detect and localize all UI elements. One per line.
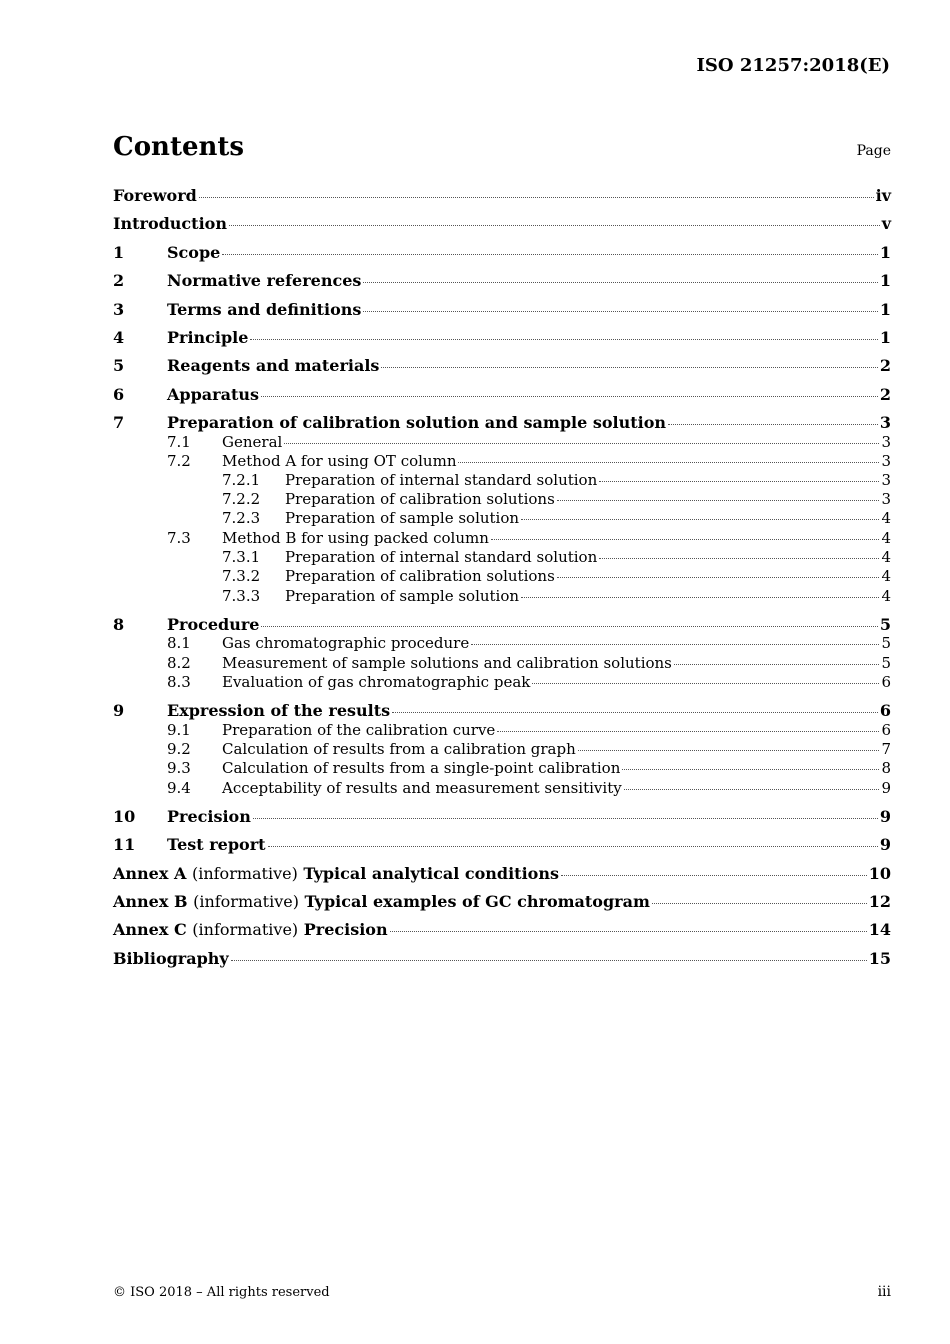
toc-entry-page: 6 [881,673,891,691]
toc-entry[interactable] [113,569,891,584]
dot-leader [521,597,879,598]
page-column-label: Page [856,143,891,159]
toc-entry-title: Preparation of internal standard solution [285,548,598,566]
annex-title: Typical examples of GC chromatogram [304,892,650,911]
dot-leader [599,481,879,482]
dot-leader [652,903,867,904]
toc-entry-page: 9 [879,807,891,826]
toc-entry-number: 7.2.2 [222,490,261,508]
toc-entry[interactable] [113,531,891,546]
toc-entry-page: 10 [868,864,891,883]
toc-entry-page: 1 [879,271,891,290]
toc-entry-page: 3 [881,471,891,489]
toc-entry[interactable] [113,723,891,738]
toc-entry[interactable] [113,781,891,796]
annex-type: (informative) [193,892,299,911]
toc-entry[interactable] [113,951,891,967]
dot-leader [229,225,880,226]
toc-entry-page: v [881,214,891,233]
annex-label: Annex B [113,892,188,911]
dot-leader [578,750,880,751]
footer-copyright: © ISO 2018 – All rights reserved [113,1285,330,1300]
toc-entry-page: 3 [879,413,891,432]
annex-type: (informative) [192,920,299,939]
toc-entry-title: Terms and definitions [167,300,362,319]
dot-leader [392,712,878,713]
dot-leader [521,519,879,520]
toc-entry-number: 8.3 [167,673,191,691]
toc-entry-number: 1 [113,243,125,262]
toc-entry-title: Preparation of calibration solutions [285,490,555,508]
toc-entry[interactable] [113,894,891,910]
toc-entry[interactable] [113,809,891,825]
toc-entry[interactable] [113,473,891,488]
toc-entry-number: 11 [113,835,136,854]
toc-entry-title: Calculation of results from a single-point calibration [222,759,621,777]
toc-entry[interactable] [113,330,891,346]
dot-leader [532,683,879,684]
toc-entry-number: 6 [113,385,125,404]
dot-leader [363,282,877,283]
toc-entry-page: 15 [868,949,891,968]
toc-entry-title: Normative references [167,271,362,290]
toc-entry-title: Introduction [113,214,227,233]
toc-entry[interactable] [113,415,891,431]
toc-entry-title [113,866,559,882]
toc-entry[interactable] [113,435,891,450]
toc-entry-number: 9.2 [167,740,191,758]
dot-leader [284,443,879,444]
toc-entry-title: Measurement of sample solutions and calibration solutions [222,654,672,672]
toc-entry-number: 7.3.3 [222,587,261,605]
toc-entry-page: 9 [881,779,891,797]
toc-entry-title: Test report [167,835,266,854]
toc-entry-number: 8.1 [167,634,191,652]
document-id: ISO 21257:2018(E) [696,55,890,76]
dot-leader [491,539,880,540]
toc-entry-page: 6 [879,701,891,720]
toc-entry-number: 2 [113,271,125,290]
toc-entry-number: 8 [113,615,125,634]
toc-entry[interactable] [113,216,891,232]
dot-leader [268,846,878,847]
toc-entry[interactable] [113,922,891,938]
dot-leader [261,626,877,627]
contents-title: Contents [113,132,245,162]
toc-entry[interactable] [113,387,891,403]
toc-entry-number: 5 [113,356,125,375]
dot-leader [390,931,867,932]
toc-entry[interactable] [113,492,891,507]
toc-entry-title: Preparation of internal standard solution [285,471,598,489]
toc-entry-page: 3 [881,433,891,451]
toc-entry-number: 7.3.1 [222,548,261,566]
toc-entry-number: 7.1 [167,433,191,451]
dot-leader [231,960,867,961]
toc-entry-number: 8.2 [167,654,191,672]
toc-entry[interactable] [113,675,891,690]
toc-entry-page: 9 [879,835,891,854]
toc-entry[interactable] [113,358,891,374]
toc-entry[interactable] [113,273,891,289]
toc-entry-number: 9.1 [167,721,191,739]
toc-entry-title: Precision [167,807,251,826]
toc-entry[interactable] [113,837,891,853]
dot-leader [381,367,877,368]
dot-leader [250,339,877,340]
toc-entry-title: Scope [167,243,221,262]
dot-leader [561,875,867,876]
toc-entry[interactable] [113,761,891,776]
footer-page-number: iii [877,1284,891,1300]
toc-entry-title [113,922,388,938]
dot-leader [363,311,877,312]
toc-entry[interactable] [113,511,891,526]
dot-leader [622,769,879,770]
toc-entry-page: 4 [881,548,891,566]
toc-entry[interactable] [113,742,891,757]
toc-entry-page: 1 [879,243,891,262]
toc-entry-title: Preparation of calibration solutions [285,567,555,585]
toc-entry-page: 2 [879,356,891,375]
toc-entry-number: 10 [113,807,136,826]
toc-entry-title: Calculation of results from a calibration graph [222,740,576,758]
toc-entry-title: Foreword [113,186,197,205]
toc-entry[interactable] [113,703,891,719]
toc-entry-page: 5 [881,634,891,652]
dot-leader [668,424,878,425]
annex-label: Annex C [113,920,187,939]
toc-entry-page: 8 [881,759,891,777]
toc-entry-title: Preparation of sample solution [285,509,520,527]
dot-leader [222,254,878,255]
toc-entry-page: 4 [881,567,891,585]
toc-entry-number: 7.2.1 [222,471,261,489]
dot-leader [497,731,879,732]
dot-leader [253,818,878,819]
toc-entry[interactable] [113,589,891,604]
toc-entry-page: 1 [879,300,891,319]
toc-entry-number: 7.3 [167,529,191,547]
annex-title: Typical analytical conditions [303,864,559,883]
toc-entry-title: Evaluation of gas chromatographic peak [222,673,531,691]
toc-entry[interactable] [113,188,891,204]
toc-entry-page: 3 [881,490,891,508]
toc-entry-number: 9.4 [167,779,191,797]
toc-entry-title: Procedure [167,615,260,634]
toc-entry[interactable] [113,636,891,651]
dot-leader [557,500,880,501]
toc-entry-page: 6 [881,721,891,739]
toc-entry-page: iv [875,186,891,205]
toc-entry-title: General [222,433,283,451]
toc-entry-page: 2 [879,385,891,404]
toc-entry-number: 4 [113,328,125,347]
toc-entry-title: Gas chromatographic procedure [222,634,470,652]
toc-entry-title: Preparation of the calibration curve [222,721,496,739]
toc-entry-number: 7.2.3 [222,509,261,527]
toc-entry-page: 12 [868,892,891,911]
toc-entry-title: Method A for using OT column [222,452,457,470]
toc-entry-title: Principle [167,328,249,347]
annex-label: Annex A [113,864,187,883]
toc-entry-page: 3 [881,452,891,470]
dot-leader [471,644,879,645]
toc-entry[interactable] [113,550,891,565]
toc-entry[interactable] [113,617,891,633]
toc-entry-page: 4 [881,529,891,547]
dot-leader [624,789,880,790]
toc-entry-page: 7 [881,740,891,758]
annex-type: (informative) [191,864,298,883]
toc-entry-number: 7 [113,413,125,432]
toc-entry-title: Apparatus [167,385,259,404]
dot-leader [199,197,874,198]
toc-entry-page: 5 [881,654,891,672]
toc-entry-number: 7.2 [167,452,191,470]
toc-entry-title: Preparation of sample solution [285,587,520,605]
toc-entry-page: 4 [881,509,891,527]
toc-entry-number: 9.3 [167,759,191,777]
toc-entry[interactable] [113,302,891,318]
toc-entry-title: Method B for using packed column [222,529,489,547]
toc-entry-number: 7.3.2 [222,567,261,585]
toc-entry-page: 14 [868,920,891,939]
toc-entry-title: Reagents and materials [167,356,380,375]
dot-leader [599,558,879,559]
toc-entry-page: 5 [879,615,891,634]
toc-entry-title: Expression of the results [167,701,391,720]
toc-entry-title: Preparation of calibration solution and sample solution [167,413,667,432]
dot-leader [674,664,880,665]
dot-leader [458,462,879,463]
toc-entry-number: 3 [113,300,125,319]
toc-entry[interactable] [113,454,891,469]
toc-entry-page: 4 [881,587,891,605]
toc-entry[interactable] [113,866,891,882]
dot-leader [557,577,880,578]
toc-entry[interactable] [113,656,891,671]
toc-entry-page: 1 [879,328,891,347]
annex-title: Precision [303,920,388,939]
toc-entry-number: 9 [113,701,125,720]
toc-entry-title: Acceptability of results and measurement sensitivity [222,779,622,797]
toc-entry-title: Bibliography [113,949,229,968]
dot-leader [261,396,878,397]
toc-entry[interactable] [113,245,891,261]
toc-entry-title [113,894,650,910]
